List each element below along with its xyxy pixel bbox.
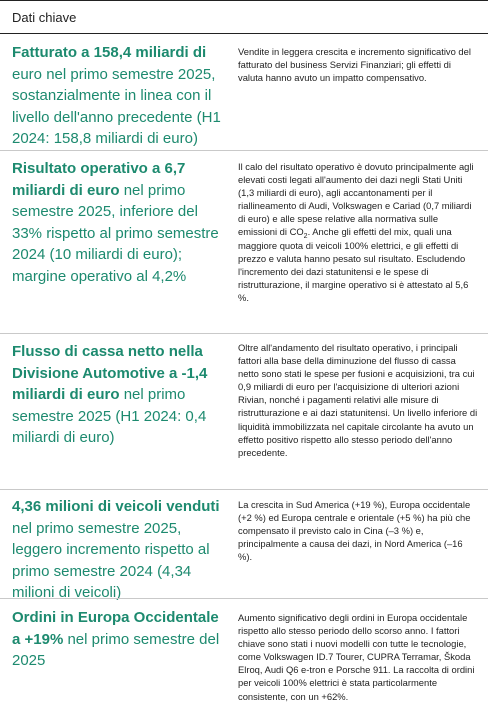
key-data-row bbox=[0, 598, 488, 723]
row-headline: Risultato operativo a 6,7 miliardi di euro nel primo semestre 2025, inferiore del 33% rispetto al primo semestre 2024 (10 miliardi di euro); margine operativo al 4,2% bbox=[12, 160, 219, 285]
row-description: Oltre all'andamento del risultato operativo, i principali fattori alla base della diminuzione del flusso di cassa netto sono stati le spese per fusioni e acquisizioni, tra cui 0,9 miliardi di euro per l'acquisizione di ulteriori azioni Rivian, nonché i pagamenti relativi alle misure di ristrutturazione e ai dazi statunitensi. Un livello inferiore di liquidità immobilizzata nel capitale circolante ha avuto un effetto positivo rispetto allo stesso periodo dell'anno precedente. bbox=[238, 342, 478, 458]
key-data-row bbox=[0, 150, 488, 333]
row-description: Il calo del risultato operativo è dovuto principalmente agli elevati costi legati all'aumento dei dazi negli Stati Uniti (1,3 miliardi di euro), agli accantonamenti per il riallineamento di Audi, Volkswagen e Cariad (0,7 miliardi di euro) e alle spese relative alla normativa sulle emissioni di $CO_2$. Anche gli effetti del mix, quali una maggiore quota di veicoli 100% elettrici, e gli effetti di prezzo e valuta hanno pesato sul risultato. Escludendo l'incremento dei dazi statunitensi e le spese di ristrutturazione, il margine operativo si è attestato al 5,6 %. bbox=[238, 161, 474, 303]
row-description: La crescita in Sud America (+19 %), Europa occidentale (+2 %) ed Europa centrale e orientale (+5 %) ha più che compensato il previsto calo in Cina (–3 %) e, principalmente a causa dei dazi, in Nord America (–16 %). bbox=[238, 499, 471, 563]
key-data-row bbox=[0, 489, 488, 601]
row-headline: Fatturato a 158,4 miliardi di euro nel primo semestre 2025, sostanzialmente in linea con il livello dell'anno precedente (H1 2024: 158,8 miliardi di euro) bbox=[12, 44, 221, 147]
key-data-row bbox=[0, 333, 488, 489]
row-description: Aumento significativo degli ordini in Europa occidentale rispetto allo stesso periodo dello scorso anno. I fattori chiave sono stati i nuovi modelli con tutte le tecnologie, come Volkswagen ID.7 Tourer, CUPRA Terramar, Škoda Elroq, Audi Q6 e-tron e Porsche 911. La raccolta di ordini per veicoli 100% elettrici è stata particolarmente consistente, con un +62%. bbox=[238, 612, 475, 702]
section-header bbox=[0, 0, 488, 34]
row-headline: Flusso di cassa netto nella Divisione Automotive a -1,4 miliardi di euro nel primo semestre 2025 (H1 2024: 0,4 miliardi di euro) bbox=[12, 343, 208, 446]
row-headline: Ordini in Europa Occidentale a +19% nel primo semestre del 2025 bbox=[12, 609, 220, 669]
row-headline: 4,36 milioni di veicoli venduti nel primo semestre 2025, leggero incremento rispetto al primo semestre 2024 (4,34 milioni di veicoli) bbox=[12, 498, 220, 601]
key-data-row bbox=[0, 34, 488, 150]
row-description: Vendite in leggera crescita e incremento significativo del fatturato del business Servizi Finanziari; gli effetti di valuta hanno avuto un impatto compensativo. bbox=[238, 46, 471, 84]
section-title: Dati chiave bbox=[12, 10, 77, 25]
